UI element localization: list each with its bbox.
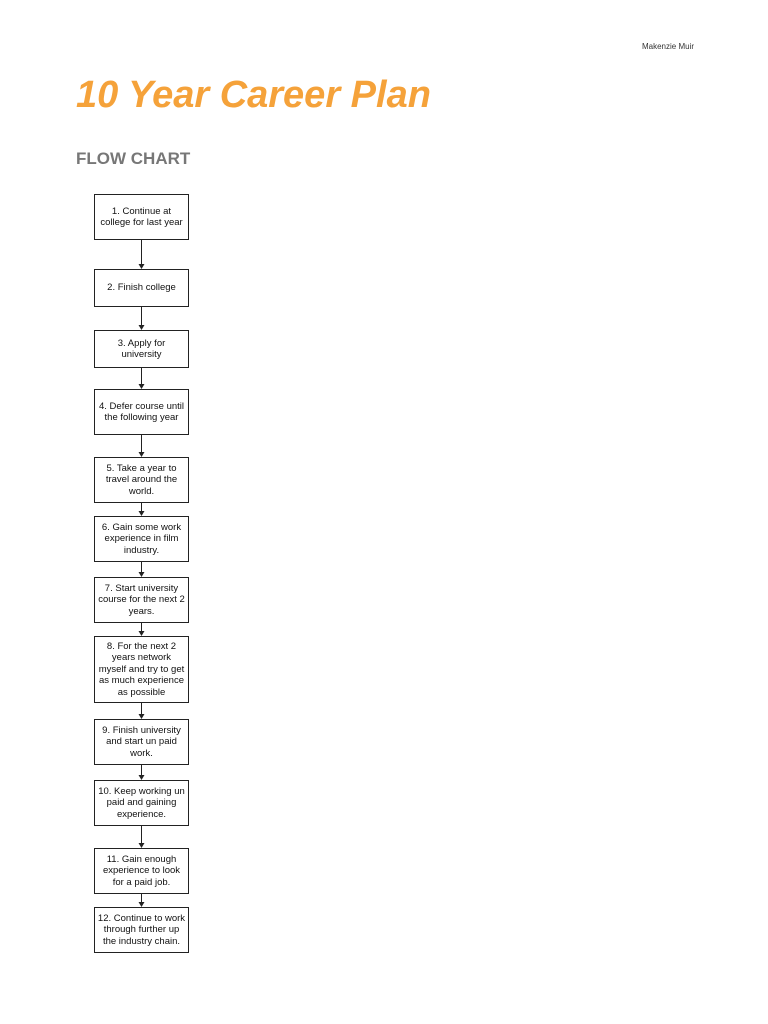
flow-arrow-8	[139, 703, 145, 719]
flow-arrow-4	[139, 435, 145, 457]
flow-arrow-9	[139, 765, 145, 780]
flow-step-3: 3. Apply for university	[94, 330, 189, 368]
flow-arrow-7	[139, 623, 145, 636]
flow-arrow-3	[139, 368, 145, 389]
flow-step-1: 1. Continue at college for last year	[94, 194, 189, 240]
author-name: Makenzie Muir	[641, 42, 694, 51]
section-heading: FLOW CHART	[76, 149, 191, 168]
page-title: 10 Year Career Plan	[76, 74, 431, 116]
flow-step-10: 10. Keep working un paid and gaining experience.	[94, 780, 189, 826]
flow-step-8: 8. For the next 2 years network myself and try to get as much experience as possible	[94, 636, 189, 703]
flow-arrow-10	[139, 826, 145, 848]
flow-step-9: 9. Finish university and start un paid work.	[94, 719, 189, 765]
flow-arrow-5	[139, 503, 145, 516]
flow-step-2: 2. Finish college	[94, 269, 189, 307]
flow-arrow-1	[139, 240, 145, 269]
flow-arrow-11	[139, 894, 145, 907]
flow-step-11: 11. Gain enough experience to look for a paid job.	[94, 848, 189, 894]
flow-step-7: 7. Start university course for the next 2 years.	[94, 577, 189, 623]
flow-step-5: 5. Take a year to travel around the world.	[94, 457, 189, 503]
flow-step-4: 4. Defer course until the following year	[94, 389, 189, 435]
flow-step-12: 12. Continue to work through further up the industry chain.	[94, 907, 189, 953]
flow-step-6: 6. Gain some work experience in film industry.	[94, 516, 189, 562]
flow-arrow-6	[139, 562, 145, 577]
flow-arrow-2	[139, 307, 145, 330]
